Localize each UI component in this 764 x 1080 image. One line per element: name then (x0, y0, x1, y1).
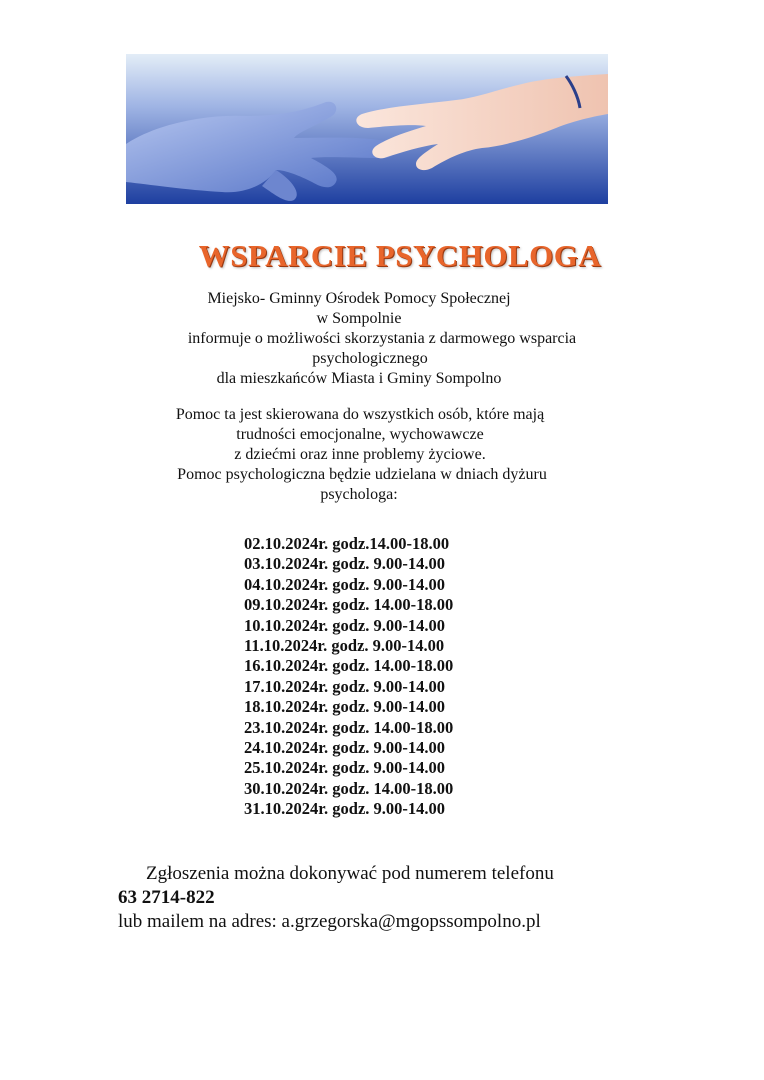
schedule-item: 31.10.2024r. godz. 9.00-14.00 (244, 799, 446, 819)
schedule-item: 30.10.2024r. godz. 14.00-18.00 (244, 778, 454, 798)
phone-number: 63 2714-822 (118, 887, 215, 908)
help-line: Pomoc psychologiczna będzie udzielana w dniach dyżuru (177, 466, 547, 483)
schedule-item: 17.10.2024r. godz. 9.00-14.00 (244, 676, 446, 696)
page-title: WSPARCIE PSYCHOLOGA (198, 238, 602, 273)
schedule-item: 24.10.2024r. godz. 9.00-14.00 (244, 738, 446, 758)
help-line: trudności emocjonalne, wychowawcze (236, 426, 484, 443)
intro-line: w Sompolnie (316, 310, 402, 327)
schedule-item: 09.10.2024r. godz. 14.00-18.00 (244, 595, 454, 615)
intro-line: informuje o możliwości skorzystania z darmowego wsparcia (187, 330, 577, 347)
schedule-item: 10.10.2024r. godz. 9.00-14.00 (244, 615, 446, 635)
schedule-item: 02.10.2024r. godz.14.00-18.00 (244, 534, 450, 553)
schedule-list (244, 534, 453, 820)
help-line: Pomoc ta jest skierowana do wszystkich osób, które mają (175, 406, 545, 423)
help-line: z dziećmi oraz inne problemy życiowe. (234, 446, 486, 463)
help-line: psychologa: (320, 486, 398, 503)
help-text (0, 405, 764, 505)
hands-image (126, 54, 608, 204)
schedule-item: 03.10.2024r. godz. 9.00-14.00 (244, 554, 446, 574)
email-line: lub mailem na adres: a.grzegorska@mgopssompolno.pl (118, 911, 541, 932)
intro-text (0, 289, 764, 389)
schedule-item: 25.10.2024r. godz. 9.00-14.00 (244, 758, 446, 778)
contact-info (118, 862, 554, 934)
schedule-item: 04.10.2024r. godz. 9.00-14.00 (244, 574, 446, 594)
schedule-item: 11.10.2024r. godz. 9.00-14.00 (244, 636, 445, 656)
intro-line: dla mieszkańców Miasta i Gminy Sompolno (216, 370, 502, 387)
schedule-item: 18.10.2024r. godz. 9.00-14.00 (244, 697, 446, 717)
banner-image (126, 54, 608, 204)
contact-intro: Zgłoszenia można dokonywać pod numerem telefonu (146, 863, 554, 884)
schedule-item: 16.10.2024r. godz. 14.00-18.00 (244, 656, 454, 676)
schedule-item: 23.10.2024r. godz. 14.00-18.00 (244, 717, 454, 737)
intro-line: psychologicznego (312, 350, 428, 367)
intro-line: Miejsko- Gminny Ośrodek Pomocy Społecznej (207, 290, 511, 307)
